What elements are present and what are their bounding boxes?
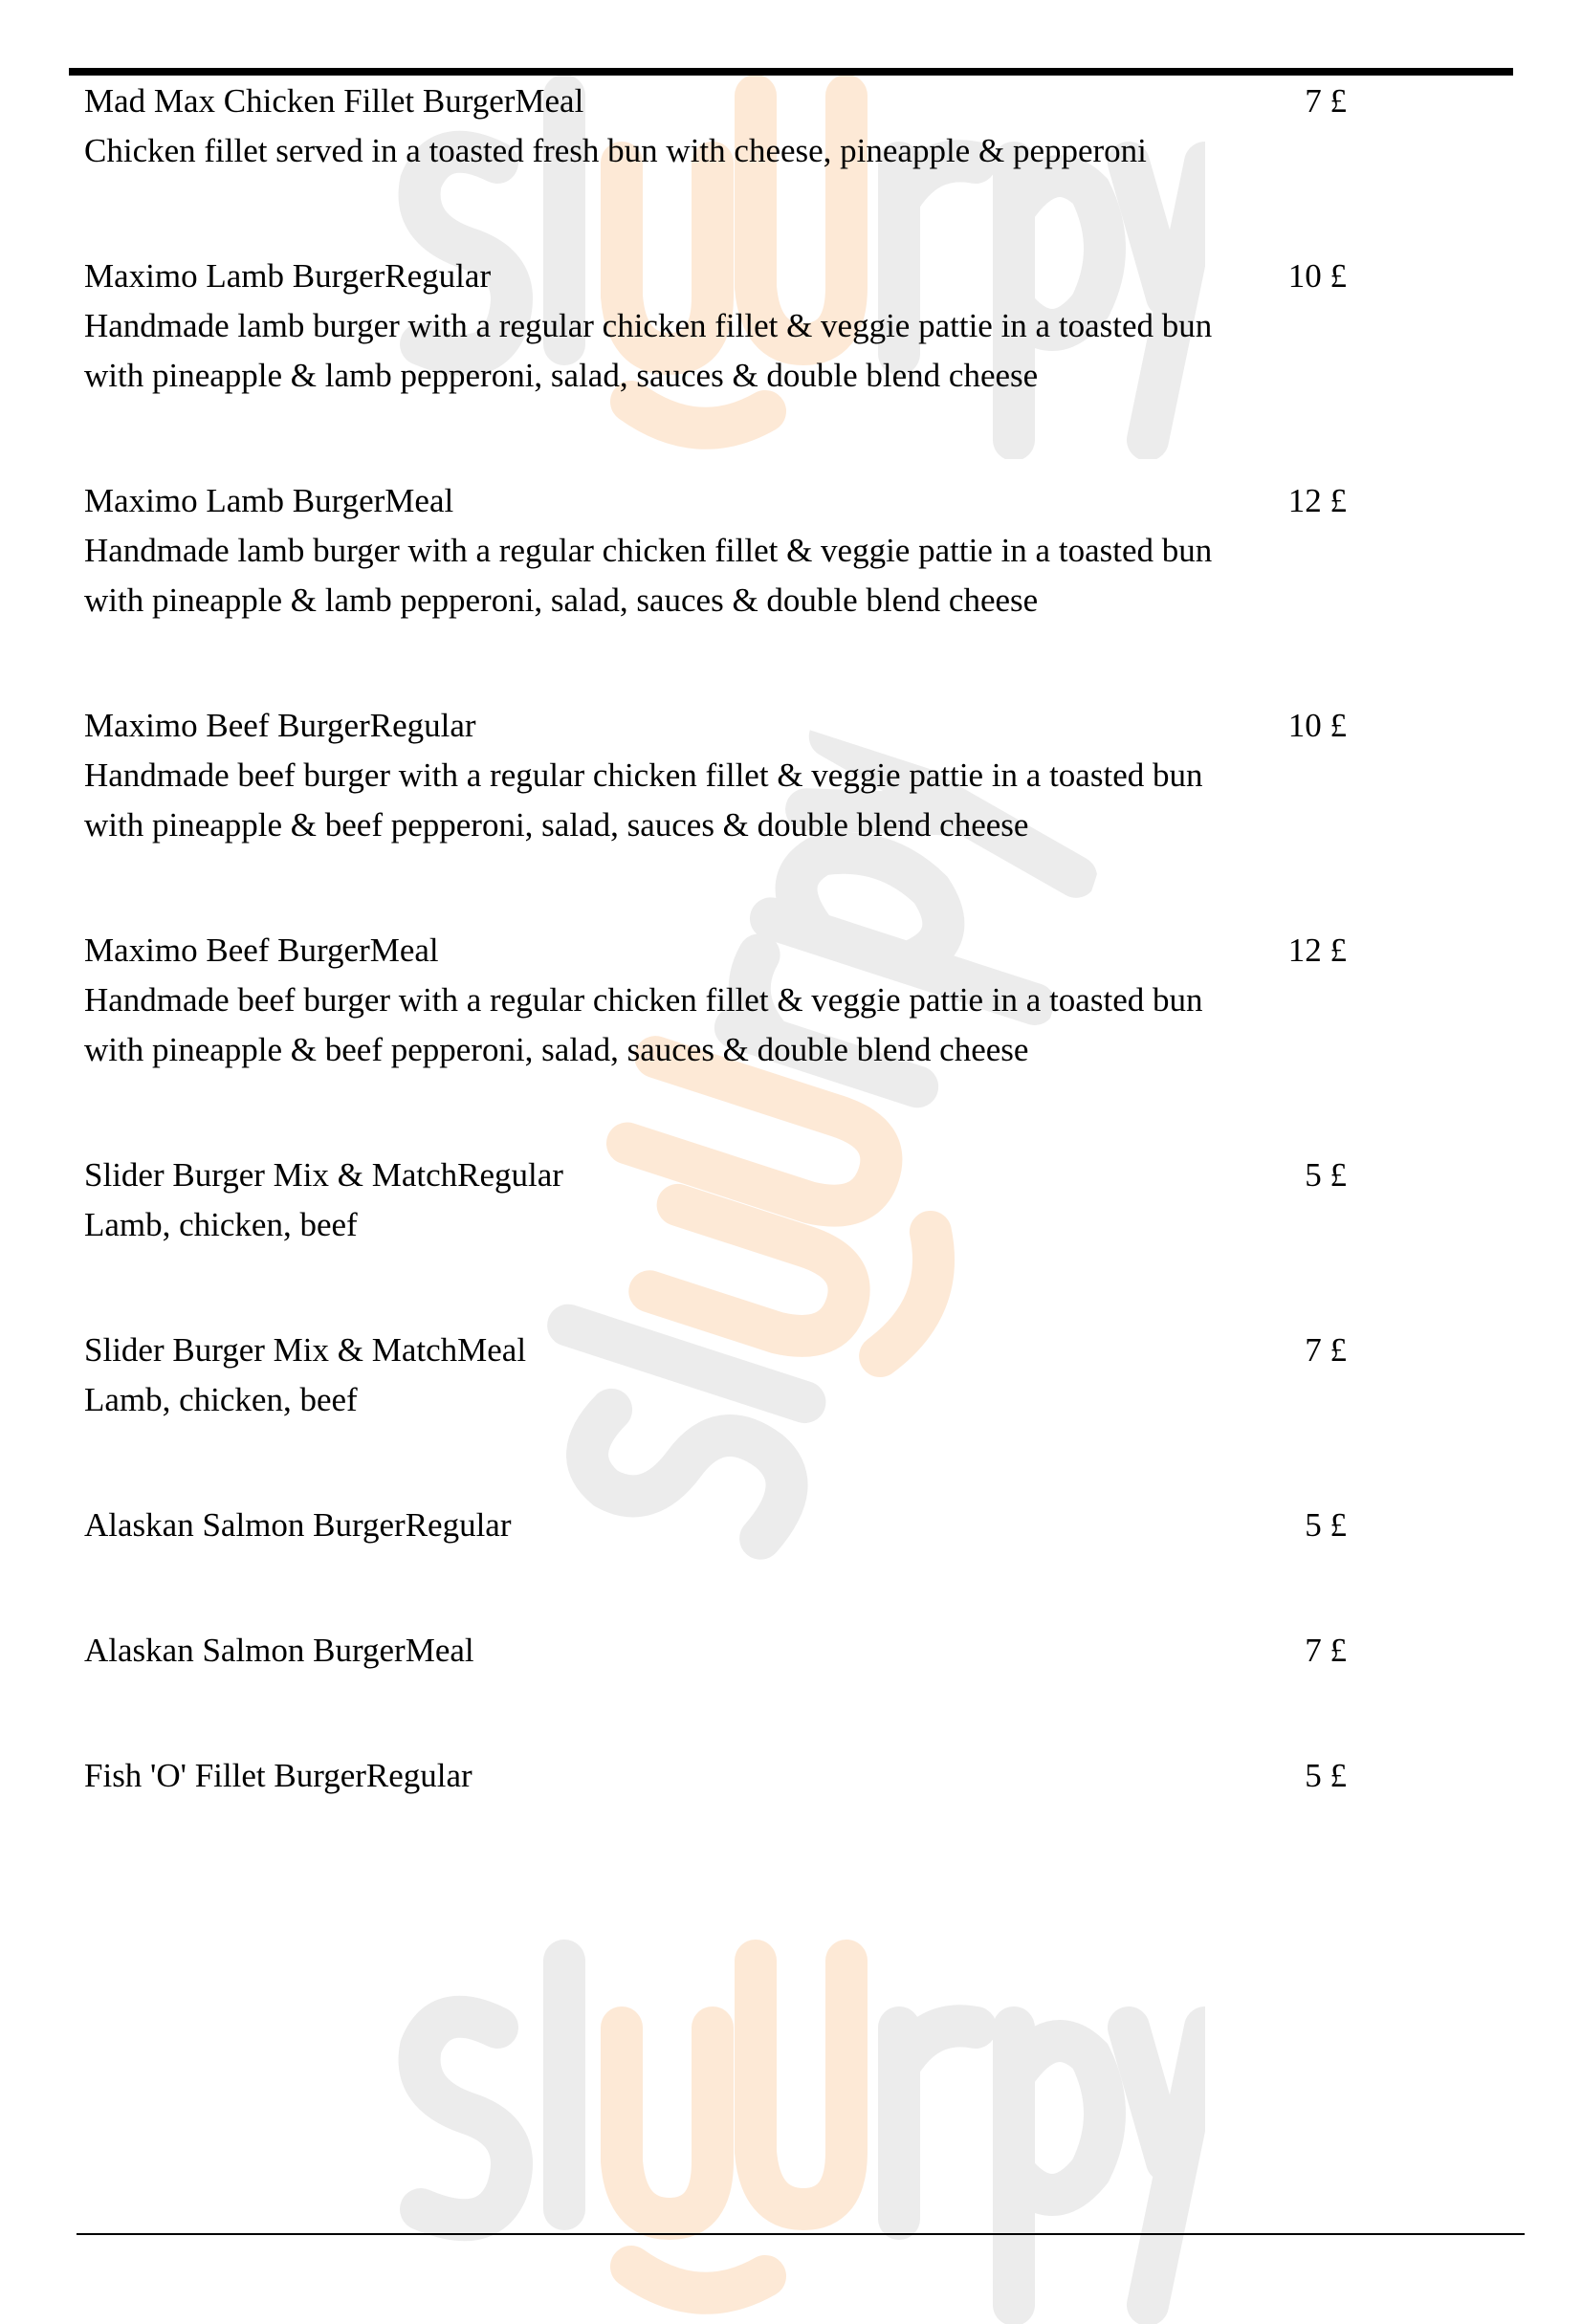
item-description: Chicken fillet served in a toasted fresh bun with cheese, pineapple & pepperoni <box>84 132 1147 169</box>
menu-item <box>84 252 1347 401</box>
menu-item <box>84 1151 1347 1250</box>
item-price: 5 £ <box>1305 1506 1347 1544</box>
item-price: 10 £ <box>1287 707 1347 744</box>
item-title: Mad Max Chicken Fillet BurgerMeal <box>84 82 584 120</box>
item-title: Maximo Beef BurgerMeal <box>84 932 439 969</box>
item-title: Maximo Beef BurgerRegular <box>84 707 476 744</box>
item-price: 10 £ <box>1287 257 1347 295</box>
menu-item <box>84 1501 1347 1550</box>
menu-item <box>84 1751 1347 1801</box>
item-description: Handmade beef burger with a regular chicken fillet & veggie pattie in a toasted bun with pineapple & beef pepperoni, salad, sauces & double blend cheese <box>84 756 1203 844</box>
menu-item <box>84 926 1347 1075</box>
menu-item <box>84 77 1347 176</box>
item-description: Handmade beef burger with a regular chicken fillet & veggie pattie in a toasted bun with pineapple & beef pepperoni, salad, sauces & double blend cheese <box>84 981 1203 1068</box>
item-description: Lamb, chicken, beef <box>84 1381 358 1418</box>
menu-item <box>84 1326 1347 1425</box>
item-title: Alaskan Salmon BurgerMeal <box>84 1632 474 1669</box>
item-title: Fish 'O' Fillet BurgerRegular <box>84 1757 472 1794</box>
item-title: Slider Burger Mix & MatchRegular <box>84 1156 563 1194</box>
menu-item <box>84 1626 1347 1676</box>
item-title: Alaskan Salmon BurgerRegular <box>84 1506 512 1544</box>
item-description: Handmade lamb burger with a regular chicken fillet & veggie pattie in a toasted bun with pineapple & lamb pepperoni, salad, sauces & double blend cheese <box>84 307 1213 394</box>
bottom-rule <box>77 2233 1525 2235</box>
menu-item <box>84 476 1347 625</box>
item-price: 5 £ <box>1305 1156 1347 1194</box>
item-description: Lamb, chicken, beef <box>84 1206 358 1243</box>
item-price: 7 £ <box>1305 1331 1347 1369</box>
item-price: 12 £ <box>1287 482 1347 519</box>
item-title: Maximo Lamb BurgerMeal <box>84 482 454 519</box>
item-price: 12 £ <box>1287 932 1347 969</box>
item-title: Slider Burger Mix & MatchMeal <box>84 1331 527 1369</box>
menu-item <box>84 701 1347 850</box>
watermark-logo-bottom <box>383 1922 1205 2324</box>
item-price: 7 £ <box>1305 1632 1347 1669</box>
item-description: Handmade lamb burger with a regular chicken fillet & veggie pattie in a toasted bun with pineapple & lamb pepperoni, salad, sauces & double blend cheese <box>84 532 1213 619</box>
item-title: Maximo Lamb BurgerRegular <box>84 257 492 295</box>
menu-list <box>84 77 1347 1876</box>
top-rule <box>69 68 1513 76</box>
item-price: 7 £ <box>1305 82 1347 120</box>
item-price: 5 £ <box>1305 1757 1347 1794</box>
